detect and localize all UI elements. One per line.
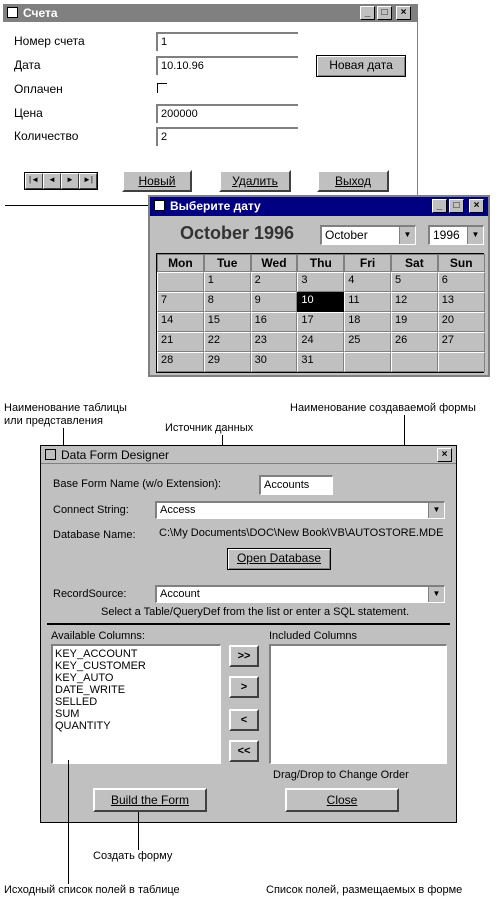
chevron-down-icon[interactable]: ▼ xyxy=(467,227,483,244)
calendar-day[interactable]: 15 xyxy=(204,312,251,332)
price-label: Цена xyxy=(14,106,43,120)
app-icon xyxy=(7,7,18,18)
close-icon[interactable]: × xyxy=(396,6,411,20)
calendar-day[interactable]: 30 xyxy=(251,352,298,372)
calendar-day[interactable]: 19 xyxy=(391,312,438,332)
paid-checkbox[interactable] xyxy=(157,83,167,93)
day-header: Thu xyxy=(297,254,344,272)
delete-record-button[interactable]: Удалить xyxy=(219,170,291,192)
available-columns-list[interactable] xyxy=(51,644,221,764)
list-item[interactable]: DATE_WRITE xyxy=(55,684,126,696)
pointer-line xyxy=(68,760,69,884)
calendar-day[interactable]: 14 xyxy=(157,312,204,332)
price-field[interactable]: 200000 xyxy=(156,104,298,123)
calendar-day[interactable]: 2 xyxy=(251,272,298,292)
list-item[interactable]: SUM xyxy=(55,708,80,720)
record-source-hint: Select a Table/QueryDef from the list or enter a SQL statement. xyxy=(101,606,410,618)
calendar-day[interactable]: 9 xyxy=(251,292,298,312)
calendar-day[interactable]: 23 xyxy=(251,332,298,352)
calendar-day[interactable]: 21 xyxy=(157,332,204,352)
calendar-day[interactable]: 17 xyxy=(297,312,344,332)
calendar-day[interactable]: 26 xyxy=(391,332,438,352)
first-record-button[interactable]: |◄ xyxy=(25,173,43,189)
quantity-field[interactable]: 2 xyxy=(156,127,298,146)
date-label: Дата xyxy=(14,58,41,72)
designer-titlebar xyxy=(41,446,456,464)
month-select[interactable] xyxy=(320,225,416,245)
calendar-day[interactable]: 31 xyxy=(297,352,344,372)
minimize-icon[interactable]: _ xyxy=(432,199,447,213)
calendar-day[interactable]: 27 xyxy=(438,332,485,352)
separator xyxy=(47,623,450,625)
record-source-select[interactable] xyxy=(155,585,445,603)
day-header: Tue xyxy=(204,254,251,272)
divider-line xyxy=(5,205,150,206)
next-record-button[interactable]: ► xyxy=(61,173,79,189)
connect-string-select[interactable] xyxy=(155,501,445,519)
designer-title: Data Form Designer xyxy=(61,448,170,462)
calendar-day[interactable]: 20 xyxy=(438,312,485,332)
list-item[interactable]: SELLED xyxy=(55,696,98,708)
build-form-button[interactable]: Build the Form xyxy=(93,788,207,812)
calendar-grid xyxy=(156,253,484,373)
account-number-field[interactable]: 1 xyxy=(156,32,298,51)
included-columns-label: Included Columns xyxy=(269,630,358,642)
included-columns-list[interactable] xyxy=(269,644,447,764)
calendar-title: Выберите дату xyxy=(170,199,261,213)
calendar-day[interactable]: 18 xyxy=(344,312,391,332)
close-icon[interactable]: × xyxy=(469,199,484,213)
calendar-day xyxy=(344,352,391,372)
maximize-icon[interactable]: □ xyxy=(449,199,464,213)
database-name-label: Database Name: xyxy=(53,529,136,541)
calendar-day[interactable]: 1 xyxy=(204,272,251,292)
calendar-day[interactable]: 4 xyxy=(344,272,391,292)
base-form-label: Base Form Name (w/o Extension): xyxy=(53,478,222,490)
year-select-value: 1996 xyxy=(433,228,460,242)
remove-all-button[interactable]: << xyxy=(229,740,259,762)
new-date-button[interactable]: Новая дата xyxy=(316,55,406,77)
calendar-day[interactable]: 24 xyxy=(297,332,344,352)
annotation-source-fields: Исходный список полей в таблице xyxy=(4,884,180,896)
date-field[interactable]: 10.10.96 xyxy=(156,56,298,75)
close-button[interactable]: Close xyxy=(285,788,399,812)
paid-label: Оплачен xyxy=(14,82,63,96)
calendar-app-icon xyxy=(154,200,165,211)
annotation-placed-fields: Список полей, размещаемых в форме xyxy=(266,884,463,896)
day-header: Sun xyxy=(438,254,485,272)
exit-button[interactable]: Выход xyxy=(317,170,389,192)
remove-button[interactable]: < xyxy=(229,709,259,731)
grid-icon xyxy=(45,449,56,460)
account-number-label: Номер счета xyxy=(14,34,85,48)
open-database-button[interactable]: Open Database xyxy=(227,548,331,570)
calendar-day[interactable]: 13 xyxy=(438,292,485,312)
base-form-input[interactable]: Accounts xyxy=(259,475,333,495)
calendar-day[interactable]: 10 xyxy=(297,292,344,312)
calendar-day[interactable]: 11 xyxy=(344,292,391,312)
maximize-icon[interactable]: □ xyxy=(377,6,392,20)
record-navigator xyxy=(24,172,98,190)
minimize-icon[interactable]: _ xyxy=(360,6,375,20)
add-button[interactable]: > xyxy=(229,676,259,698)
calendar-day[interactable]: 7 xyxy=(157,292,204,312)
calendar-heading: October 1996 xyxy=(180,223,295,243)
calendar-window xyxy=(148,195,490,377)
calendar-day[interactable]: 5 xyxy=(391,272,438,292)
accounts-titlebar xyxy=(3,4,417,22)
database-name-value: C:\My Documents\DOC\New Book\VB\AUTOSTORE.MDE xyxy=(159,527,444,539)
day-header: Mon xyxy=(157,254,204,272)
day-header: Wed xyxy=(251,254,298,272)
accounts-title: Счета xyxy=(23,6,58,20)
year-select[interactable] xyxy=(428,225,484,245)
prev-record-button[interactable]: ◄ xyxy=(43,173,61,189)
chevron-down-icon[interactable]: ▼ xyxy=(428,503,444,518)
available-columns-label: Available Columns: xyxy=(51,630,145,642)
calendar-day[interactable]: 16 xyxy=(251,312,298,332)
calendar-day[interactable]: 3 xyxy=(297,272,344,292)
day-header: Fri xyxy=(344,254,391,272)
record-source-label: RecordSource: xyxy=(53,588,127,600)
add-all-button[interactable]: >> xyxy=(229,645,259,667)
list-item[interactable]: KEY_CUSTOMER xyxy=(55,660,146,672)
calendar-day[interactable]: 6 xyxy=(438,272,485,292)
connect-string-value: Access xyxy=(160,504,196,516)
annotation-create-form: Создать форму xyxy=(93,850,173,862)
calendar-day xyxy=(391,352,438,372)
record-source-value: Account xyxy=(160,588,200,600)
calendar-day[interactable]: 29 xyxy=(204,352,251,372)
drag-drop-hint: Drag/Drop to Change Order xyxy=(273,769,409,781)
close-icon[interactable]: × xyxy=(437,448,452,462)
calendar-titlebar xyxy=(150,197,488,216)
new-record-button[interactable]: Новый xyxy=(122,170,192,192)
last-record-button[interactable]: ►| xyxy=(79,173,97,189)
calendar-day[interactable]: 22 xyxy=(204,332,251,352)
list-item[interactable]: KEY_AUTO xyxy=(55,672,114,684)
annotation-table-name-2: или представления xyxy=(4,415,103,427)
calendar-day xyxy=(157,272,204,292)
connect-string-label: Connect String: xyxy=(53,504,129,516)
annotation-table-name: Наименование таблицы xyxy=(4,402,127,414)
list-item[interactable]: QUANTITY xyxy=(55,720,111,732)
pointer-line xyxy=(138,812,139,850)
calendar-day[interactable]: 28 xyxy=(157,352,204,372)
annotation-data-source: Источник данных xyxy=(165,422,254,434)
calendar-day[interactable]: 25 xyxy=(344,332,391,352)
calendar-day[interactable]: 8 xyxy=(204,292,251,312)
designer-window xyxy=(40,445,457,823)
calendar-day xyxy=(438,352,485,372)
quantity-label: Количество xyxy=(14,129,79,143)
chevron-down-icon[interactable]: ▼ xyxy=(428,587,444,602)
annotation-form-name: Наименование создаваемой формы xyxy=(290,402,476,414)
calendar-day[interactable]: 12 xyxy=(391,292,438,312)
chevron-down-icon[interactable]: ▼ xyxy=(399,227,415,244)
month-select-value: October xyxy=(325,228,368,242)
day-header: Sat xyxy=(391,254,438,272)
list-item[interactable]: KEY_ACCOUNT xyxy=(55,648,138,660)
